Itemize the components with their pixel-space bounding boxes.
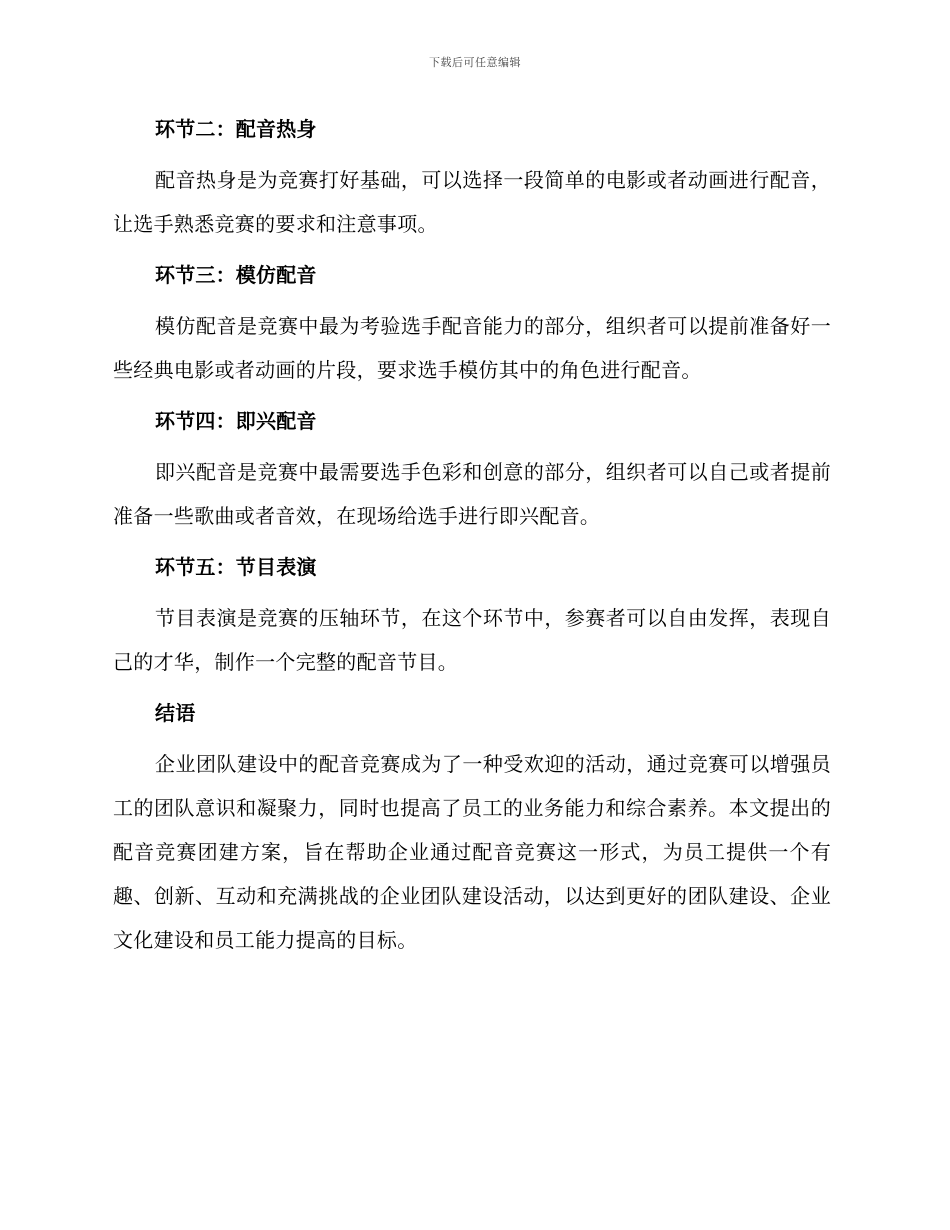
section-heading-dubbing-warmup: 环节二：配音热身: [155, 117, 317, 141]
section-heading-program-performance: 环节五：节目表演: [155, 555, 317, 579]
section-heading-imitation-dubbing: 环节三：模仿配音: [155, 263, 317, 287]
section-heading-improv-dubbing: 环节四：即兴配音: [155, 409, 317, 433]
document-body: [113, 112, 831, 974]
section-paragraph-conclusion: 企业团队建设中的配音竞赛成为了一种受欢迎的活动，通过竞赛可以增强员工的团队意识和凝聚力，同时也提高了员工的业务能力和综合素养。本文提出的配音竞赛团建方案，旨在帮助企业通过配音竞赛这一形式，为员工提供一个有趣、创新、互动和充满挑战的企业团队建设活动，以达到更好的团队建设、企业文化建设和员工能力提高的目标。: [113, 752, 831, 952]
section-paragraph-improv-dubbing: 即兴配音是竞赛中最需要选手色彩和创意的部分，组织者可以自己或者提前准备一些歌曲或者音效，在现场给选手进行即兴配音。: [113, 460, 831, 528]
section-paragraph-imitation-dubbing: 模仿配音是竞赛中最为考验选手配音能力的部分，组织者可以提前准备好一些经典电影或者动画的片段，要求选手模仿其中的角色进行配音。: [113, 314, 831, 382]
section-paragraph-program-performance: 节目表演是竞赛的压轴环节，在这个环节中，参赛者可以自由发挥，表现自己的才华，制作一个完整的配音节目。: [113, 606, 831, 674]
section-heading-conclusion: 结语: [155, 701, 196, 725]
section-paragraph-dubbing-warmup: 配音热身是为竞赛打好基础，可以选择一段简单的电影或者动画进行配音，让选手熟悉竞赛的要求和注意事项。: [113, 168, 831, 236]
page-header: 下载后可任意编辑: [429, 56, 521, 69]
